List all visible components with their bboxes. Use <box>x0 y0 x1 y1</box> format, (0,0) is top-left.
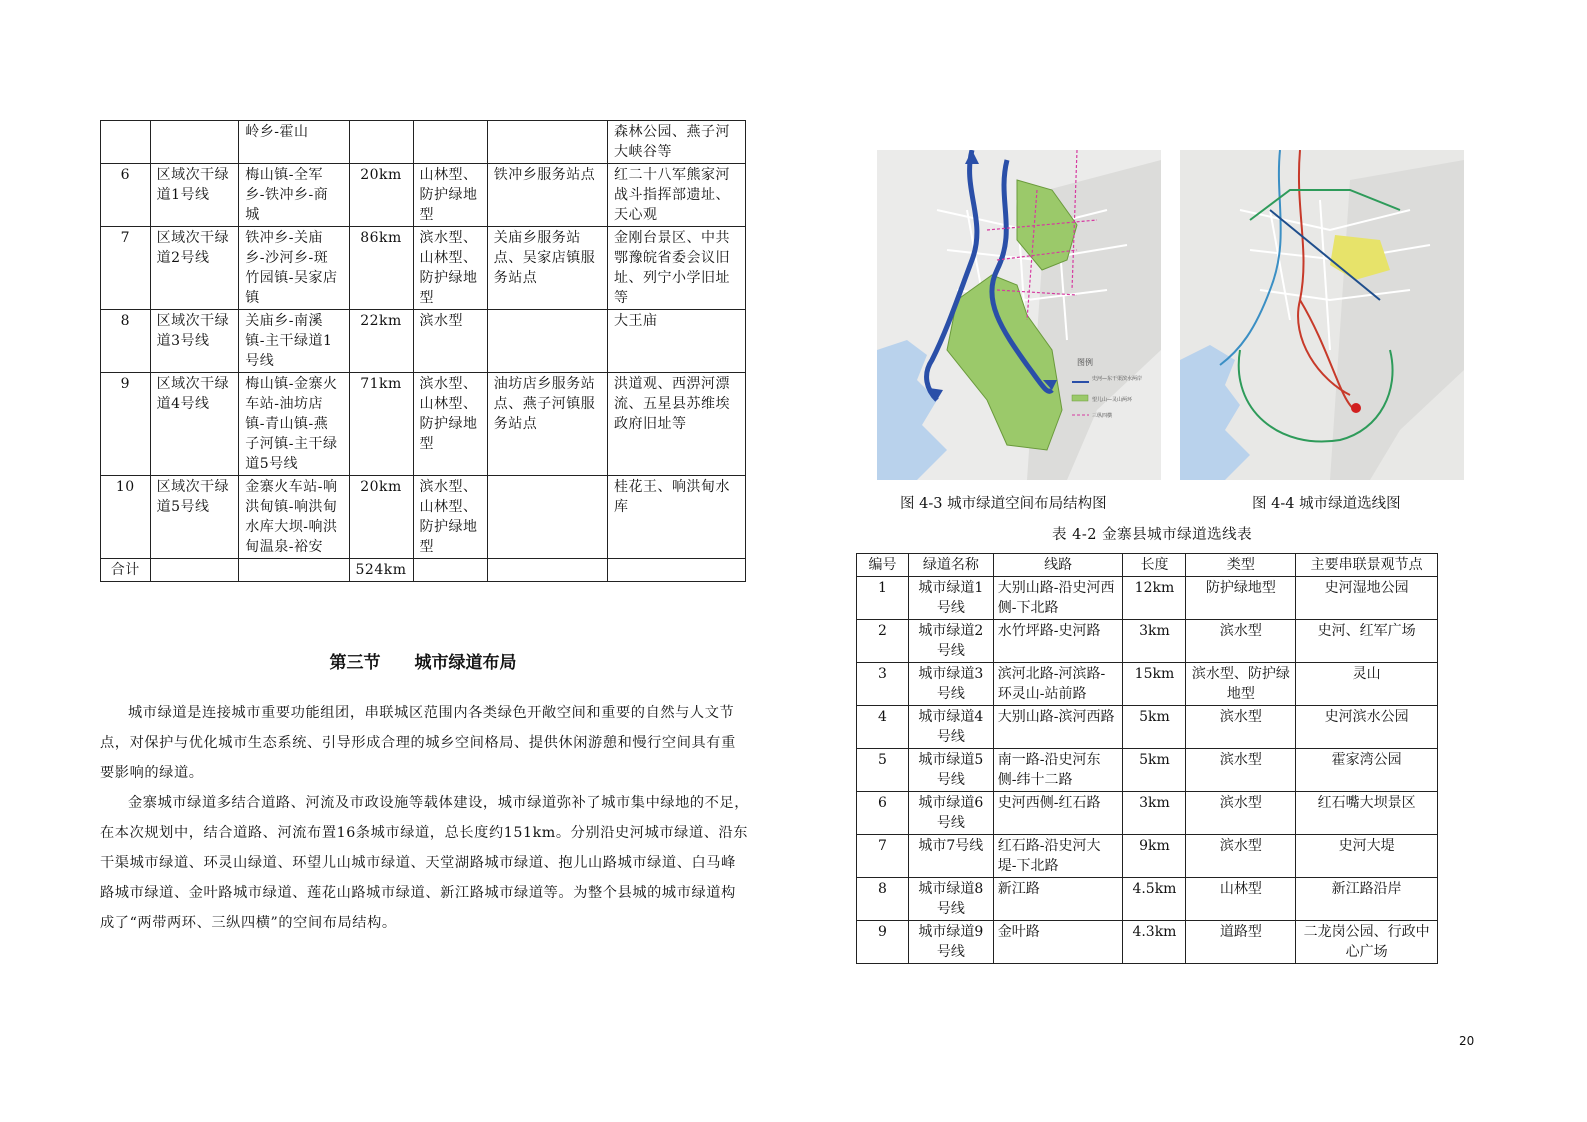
greenway-structure-map <box>877 150 1161 480</box>
table-cell: 梅山镇-全军乡-铁冲乡-商城 <box>239 164 349 227</box>
table-header-row <box>857 554 1438 577</box>
table-cell: 史河湿地公园 <box>1296 577 1438 620</box>
section-title <box>100 648 746 673</box>
table-cell: 7 <box>857 835 909 878</box>
table-cell: 4 <box>857 706 909 749</box>
legend-item-green: 望儿山—灵山两环 <box>1092 397 1133 403</box>
table-row <box>857 835 1438 878</box>
table-cell: 12km <box>1123 577 1186 620</box>
table-cell: 梅山镇-金寨火车站-油坊店镇-青山镇-燕子河镇-主干绿道5号线 <box>239 373 349 476</box>
table-header-cell: 编号 <box>857 554 909 577</box>
table-cell: 桂花王、响洪甸水库 <box>608 476 746 559</box>
table-cell: 大别山路-沿史河西侧-下北路 <box>993 577 1123 620</box>
table-header-cell: 类型 <box>1186 554 1296 577</box>
table-cell: 4.5km <box>1123 878 1186 921</box>
figure-caption-structure: 图 4-3 城市绿道空间布局结构图 <box>900 496 1107 512</box>
body-paragraph: 城市绿道是连接城市重要功能组团，串联城区范围内各类绿色开敞空间和重要的自然与人文节点，对保护与优化城市生态系统、引导形成合理的城乡空间格局、提供休闲游憩和慢行空间具有重要影响的绿道。 <box>100 705 736 781</box>
table-cell: 滨水型、防护绿地型 <box>1186 663 1296 706</box>
table-cell: 524km <box>349 559 413 582</box>
table-header-cell: 绿道名称 <box>908 554 993 577</box>
table-cell: 红石路-沿史河大堤-下北路 <box>993 835 1123 878</box>
table-cell: 防护绿地型 <box>1186 577 1296 620</box>
page-number: 20 <box>1459 1034 1475 1048</box>
table-cell <box>487 559 607 582</box>
figure-caption-route: 图 4-4 城市绿道选线图 <box>1252 496 1401 512</box>
table-row <box>857 620 1438 663</box>
table-cell <box>239 559 349 582</box>
table-cell: 铁冲乡-关庙乡-沙河乡-斑竹园镇-吴家店镇 <box>239 227 349 310</box>
table-header-cell: 长度 <box>1123 554 1186 577</box>
table-row <box>101 164 746 227</box>
table-cell: 城市绿道2号线 <box>908 620 993 663</box>
table-cell: 城市绿道5号线 <box>908 749 993 792</box>
table-cell: 红石嘴大坝景区 <box>1296 792 1438 835</box>
table-cell: 史河西侧-红石路 <box>993 792 1123 835</box>
table-cell <box>150 559 239 582</box>
table-cell: 史河大堤 <box>1296 835 1438 878</box>
table-cell: 3 <box>857 663 909 706</box>
table-cell: 滨水型 <box>1186 749 1296 792</box>
table-cell: 滨水型 <box>413 310 487 373</box>
table-cell: 6 <box>101 164 151 227</box>
table-cell: 油坊店乡服务站点、燕子河镇服务站点 <box>487 373 607 476</box>
table-cell: 大王庙 <box>608 310 746 373</box>
table-cell: 水竹坪路-史河路 <box>993 620 1123 663</box>
table-cell: 区域次干绿道2号线 <box>150 227 239 310</box>
table-cell: 9km <box>1123 835 1186 878</box>
table-cell: 9 <box>857 921 909 964</box>
table-row <box>101 227 746 310</box>
table-cell: 南一路-沿史河东侧-纬十二路 <box>993 749 1123 792</box>
table-header-cell: 主要串联景观节点 <box>1296 554 1438 577</box>
table-cell: 大别山路-滨河西路 <box>993 706 1123 749</box>
table-row <box>857 577 1438 620</box>
table-row <box>101 310 746 373</box>
table-cell: 2 <box>857 620 909 663</box>
table-cell: 二龙岗公园、行政中心广场 <box>1296 921 1438 964</box>
table-cell: 滨水型 <box>1186 792 1296 835</box>
legend-title: 图例 <box>1077 358 1093 367</box>
table-cell <box>349 121 413 164</box>
table-cell: 3km <box>1123 620 1186 663</box>
table-row <box>101 373 746 476</box>
table-cell: 滨水型、山林型、防护绿地型 <box>413 476 487 559</box>
table-cell: 区域次干绿道3号线 <box>150 310 239 373</box>
table-cell: 滨河北路-河滨路-环灵山-站前路 <box>993 663 1123 706</box>
table-row <box>857 706 1438 749</box>
table-cell <box>150 121 239 164</box>
table-cell: 7 <box>101 227 151 310</box>
regional-greenway-table <box>100 120 746 582</box>
table-cell: 滨水型 <box>1186 835 1296 878</box>
table-title: 表 4-2 金寨县城市绿道选线表 <box>1052 527 1253 543</box>
table-cell: 霍家湾公园 <box>1296 749 1438 792</box>
table-cell: 1 <box>857 577 909 620</box>
table-cell: 城市绿道3号线 <box>908 663 993 706</box>
table-cell: 城市绿道9号线 <box>908 921 993 964</box>
table-cell: 金寨火车站-响洪甸镇-响洪甸水库大坝-响洪甸温泉-裕安 <box>239 476 349 559</box>
table-cell: 8 <box>857 878 909 921</box>
table-cell <box>413 121 487 164</box>
table-cell: 岭乡-霍山 <box>239 121 349 164</box>
table-cell: 史河滨水公园 <box>1296 706 1438 749</box>
table-cell: 20km <box>349 164 413 227</box>
table-cell: 5 <box>857 749 909 792</box>
table-cell: 8 <box>101 310 151 373</box>
table-row <box>857 921 1438 964</box>
table-cell <box>608 559 746 582</box>
table-cell: 关庙乡-南溪镇-主干绿道1号线 <box>239 310 349 373</box>
table-row <box>857 663 1438 706</box>
body-paragraph: 金寨城市绿道多结合道路、河流及市政设施等载体建设，城市绿道弥补了城市集中绿地的不足，在本次规划中，结合道路、河流布置16条城市绿道，总长度约151km。分别沿史河城市绿道、沿东干渠城市绿道、环灵山绿道、环望儿山城市绿道、天堂湖路城市绿道、抱儿山路城市绿道、白马峰路城市绿道、金叶路城市绿道、莲花山路城市绿道、新江路城市绿道等。为整个县城的城市绿道构成了“两带两环、三纵四横”的空间布局结构。 <box>100 795 750 931</box>
table-cell: 4.3km <box>1123 921 1186 964</box>
table-cell: 新江路 <box>993 878 1123 921</box>
table-header-cell: 线路 <box>993 554 1123 577</box>
table-cell: 灵山 <box>1296 663 1438 706</box>
table-cell: 城市绿道6号线 <box>908 792 993 835</box>
table-row <box>857 749 1438 792</box>
table-total-row <box>101 559 746 582</box>
table-cell: 洪道观、西淠河漂流、五星县苏维埃政府旧址等 <box>608 373 746 476</box>
table-cell: 山林型、防护绿地型 <box>413 164 487 227</box>
table-cell: 城市7号线 <box>908 835 993 878</box>
table-cell: 铁冲乡服务站点 <box>487 164 607 227</box>
city-greenway-table-body <box>857 554 1438 964</box>
table-cell: 20km <box>349 476 413 559</box>
table-cell: 红二十八军熊家河战斗指挥部遗址、天心观 <box>608 164 746 227</box>
table-cell <box>487 121 607 164</box>
greenway-route-map <box>1180 150 1464 480</box>
table-cell: 22km <box>349 310 413 373</box>
table-row <box>101 121 746 164</box>
section-heading: 城市绿道布局 <box>414 653 517 673</box>
legend-item-river: 史河—东干渠滨水两岸 <box>1092 376 1143 382</box>
section-number: 第三节 <box>329 653 381 673</box>
table-cell: 15km <box>1123 663 1186 706</box>
table-cell: 9 <box>101 373 151 476</box>
table-cell: 10 <box>101 476 151 559</box>
table-cell: 山林型 <box>1186 878 1296 921</box>
table-cell: 5km <box>1123 749 1186 792</box>
table-cell: 滨水型、山林型、防护绿地型 <box>413 227 487 310</box>
table-cell <box>487 476 607 559</box>
table-cell <box>487 310 607 373</box>
table-cell <box>413 559 487 582</box>
table-cell <box>101 121 151 164</box>
table-row <box>101 476 746 559</box>
table-cell: 城市绿道4号线 <box>908 706 993 749</box>
table-cell: 6 <box>857 792 909 835</box>
table-cell: 区域次干绿道5号线 <box>150 476 239 559</box>
table-cell: 3km <box>1123 792 1186 835</box>
table-cell: 区域次干绿道4号线 <box>150 373 239 476</box>
table-cell: 关庙乡服务站点、吴家店镇服务站点 <box>487 227 607 310</box>
table-cell: 滨水型 <box>1186 706 1296 749</box>
table-cell: 城市绿道8号线 <box>908 878 993 921</box>
table-cell: 滨水型、山林型、防护绿地型 <box>413 373 487 476</box>
table-cell: 86km <box>349 227 413 310</box>
regional-greenway-table-body <box>101 121 746 582</box>
table-row <box>857 792 1438 835</box>
table-cell: 5km <box>1123 706 1186 749</box>
table-cell: 新江路沿岸 <box>1296 878 1438 921</box>
table-cell: 城市绿道1号线 <box>908 577 993 620</box>
table-cell: 71km <box>349 373 413 476</box>
table-cell: 滨水型 <box>1186 620 1296 663</box>
table-cell: 金叶路 <box>993 921 1123 964</box>
table-cell: 森林公园、燕子河大峡谷等 <box>608 121 746 164</box>
city-greenway-table <box>856 553 1438 964</box>
table-cell: 道路型 <box>1186 921 1296 964</box>
table-cell: 合计 <box>101 559 151 582</box>
table-row <box>857 878 1438 921</box>
table-cell: 史河、红军广场 <box>1296 620 1438 663</box>
legend-item-axis: 三纵四横 <box>1092 413 1113 419</box>
table-cell: 区域次干绿道1号线 <box>150 164 239 227</box>
table-cell: 金刚台景区、中共鄂豫皖省委会议旧址、列宁小学旧址等 <box>608 227 746 310</box>
